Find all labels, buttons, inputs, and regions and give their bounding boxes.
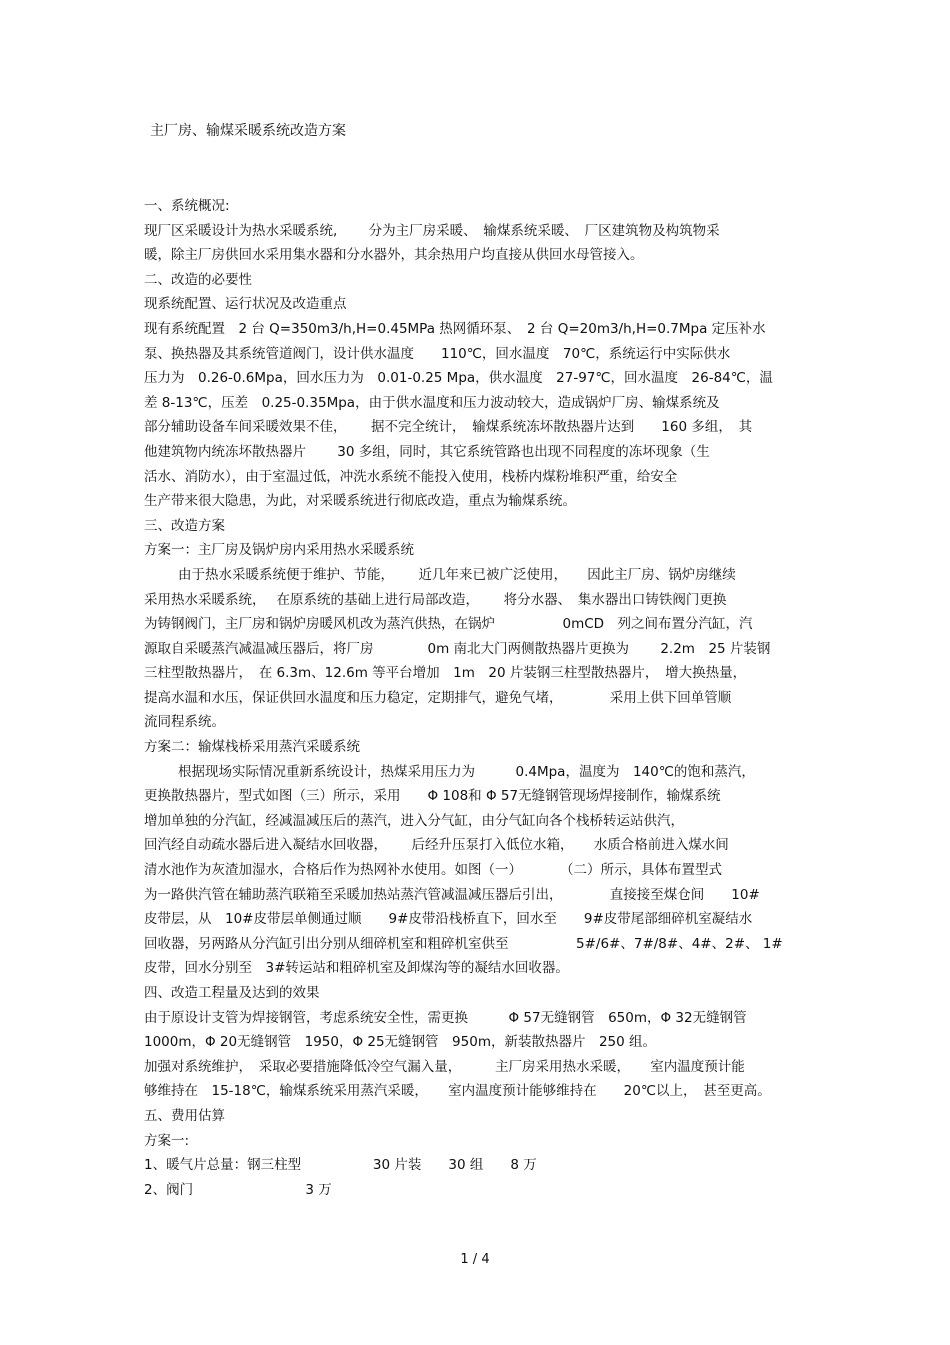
text-line: 由于原设计支管为焊接钢管，考虑系统安全性，需更换 Φ 57无缝钢管 650m，Φ 32无缝钢管 xyxy=(144,1009,747,1026)
text-line: 暖，除主厂房供回水采用集水器和分水器外，其余热用户均直接从供回水母管接入。 xyxy=(144,247,644,264)
text-line: 部分辅助设备车间采暖效果不佳， 据不完全统计， 输煤系统冻坏散热器片达到 160 多组， 其 xyxy=(144,419,753,436)
text-line: 回收器，另两路从分汽缸引出分别从细碎机室和粗碎机室供至 5#/6#、7#/8#、4#、2#、 1# xyxy=(144,935,783,952)
text-line: 为一路供汽管在辅助蒸汽联箱至采暖加热站蒸汽管减温减压器后引出， 直接接至煤仓间 10# xyxy=(144,886,760,903)
page-number: 1 / 4 xyxy=(460,1252,490,1267)
text-line: 回汽经自动疏水器后进入凝结水回收器， 后经升压泵打入低位水箱， 水质合格前进入煤水间 xyxy=(144,837,729,854)
text-line: 更换散热器片，型式如图（三）所示，采用 Φ 108和 Φ 57无缝钢管现场焊接制作，输煤系统 xyxy=(144,788,721,805)
text-line: 采用热水采暖系统， 在原系统的基础上进行局部改造， 将分水器、 集水器出口铸铁阀门更换 xyxy=(144,591,727,608)
text-line: 1000m，Φ 20无缝钢管 1950，Φ 25无缝钢管 950m，新装散热器片 250 组。 xyxy=(144,1034,657,1051)
text-line: 增加单独的分汽缸，经减温减压后的蒸汽，进入分气缸，由分气缸向各个栈桥转运站供汽， xyxy=(144,812,684,829)
text-line: 二、改造的必要性 xyxy=(144,271,252,288)
text-line: 提高水温和水压，保证供回水温度和压力稳定，定期排气，避免气堵， 采用上供下回单管顺 xyxy=(144,689,732,706)
text-line: 现厂区采暖设计为热水采暖系统, 分为主厂房采暖、 输煤系统采暖、 厂区建筑物及构筑物采 xyxy=(144,222,720,239)
text-line: 够维持在 15-18℃，输煤系统采用蒸汽采暖， 室内温度预计能够维持在 20℃以上， 甚至更高。 xyxy=(144,1083,771,1100)
text-line: 方案一: xyxy=(144,1132,190,1149)
document-body xyxy=(144,194,814,1202)
text-line: 差 8-13℃，压差 0.25-0.35Mpa，由于供水温度和压力波动较大，造成锅炉厂房、输煤系统及 xyxy=(144,394,720,411)
text-line: 压力为 0.26-0.6Mpa，回水压力为 0.01-0.25 Mpa，供水温度 27-97℃，回水温度 26-84℃，温 xyxy=(144,370,773,387)
text-line: 为铸钢阀门，主厂房和锅炉房暖风机改为蒸汽供热，在锅炉 0mCD 列之间布置分汽缸，汽 xyxy=(144,616,753,633)
text-line: 现有系统配置 2 台 Q=350m3/h,H=0.45MPa 热网循环泵、 2 台 Q=20m3/h,H=0.7Mpa 定压补水 xyxy=(144,320,766,337)
text-line: 加强对系统维护， 采取必要措施降低冷空气漏入量， 主厂房采用热水采暖， 室内温度预计能 xyxy=(144,1058,745,1075)
text-line: 泵、换热器及其系统管道阀门，设计供水温度 110℃，回水温度 70℃，系统运行中实际供水 xyxy=(144,345,731,362)
text-line: 三、改造方案 xyxy=(144,517,225,534)
text-line: 皮带，回水分别至 3#转运站和粗碎机室及卸煤沟等的凝结水回收器。 xyxy=(144,960,569,977)
text-line: 现系统配置、运行状况及改造重点 xyxy=(144,296,347,313)
text-line: 1、暖气片总量：钢三柱型 30 片装 30 组 8 万 xyxy=(144,1157,537,1174)
text-line: 流同程系统。 xyxy=(144,714,225,731)
text-line: 生产带来很大隐患，为此，对采暖系统进行彻底改造，重点为输煤系统。 xyxy=(144,493,576,510)
text-line: 方案二：输煤栈桥采用蒸汽采暖系统 xyxy=(144,739,360,756)
document-title: 主厂房、输煤采暖系统改造方案 xyxy=(150,123,346,139)
text-line: 根据现场实际情况重新系统设计，热煤采用压力为 0.4Mpa，温度为 140℃的饱和蒸汽， xyxy=(178,763,755,780)
text-line: 三柱型散热器片， 在 6.3m、12.6m 等平台增加 1m 20 片装钢三柱型散热器片， 增大换热量， xyxy=(144,665,747,682)
text-line: 活水、消防水），由于室温过低，冲洗水系统不能投入使用，栈桥内煤粉堆积严重，给安全 xyxy=(144,468,678,485)
text-line: 源取自采暖蒸汽减温减压器后，将厂房 0m 南北大门两侧散热器片更换为 2.2m 25 片装钢 xyxy=(144,640,771,657)
text-line: 由于热水采暖系统便于维护、节能， 近几年来已被广泛使用， 因此主厂房、锅炉房继续 xyxy=(178,566,736,583)
text-line: 四、改造工程量及达到的效果 xyxy=(144,985,320,1001)
text-line: 清水池作为灰渣加湿水，合格后作为热网补水使用。如图（一） （二）所示，具体布置型式 xyxy=(144,862,723,879)
text-line: 五、费用估算 xyxy=(144,1107,225,1124)
text-line: 方案一：主厂房及锅炉房内采用热水采暖系统 xyxy=(144,542,414,559)
text-line: 2、阀门 3 万 xyxy=(144,1181,332,1198)
text-line: 他建筑物内统冻坏散热器片 30 多组，同时，其它系统管路也出现不同程度的冻坏现象（生 xyxy=(144,443,710,460)
text-line: 一、系统概况: xyxy=(144,198,230,214)
text-line: 皮带层，从 10#皮带层单侧通过顺 9#皮带沿栈桥直下，回水至 9#皮带尾部细碎机室凝结水 xyxy=(144,911,753,928)
